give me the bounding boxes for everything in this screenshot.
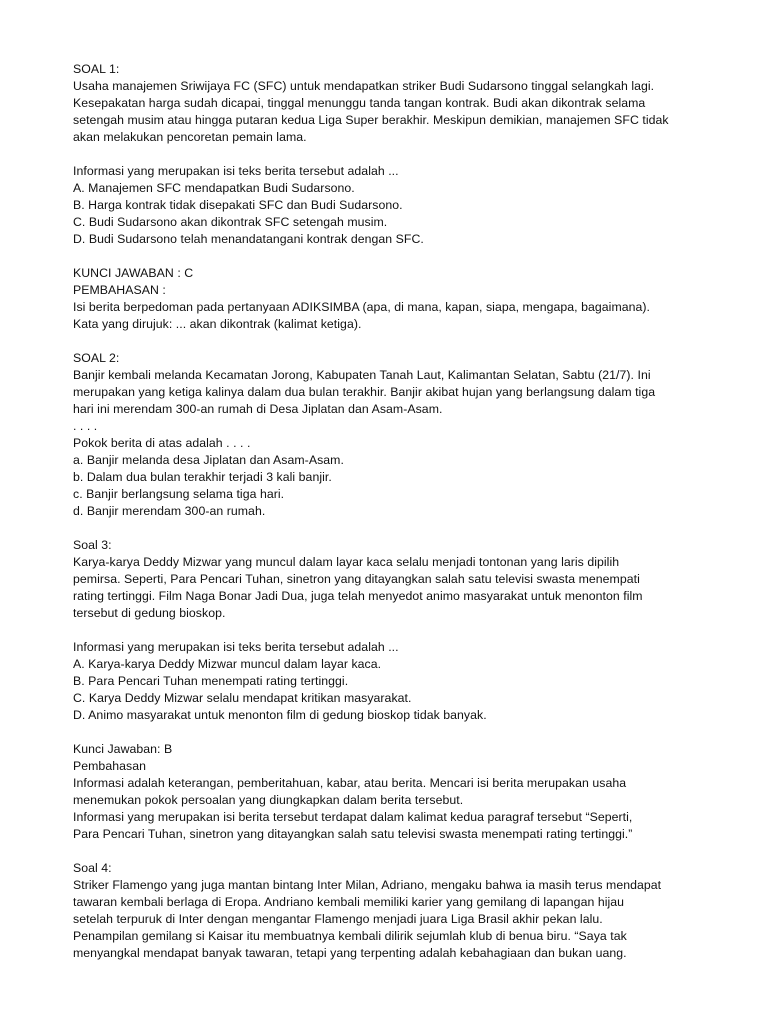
text-line: tawaran kembali berlaga di Eropa. Andriano kembali memiliki karier yang gemilang di lapangan hijau	[73, 895, 625, 909]
text-line: a. Banjir melanda desa Jiplatan dan Asam-Asam.	[73, 453, 344, 467]
text-line: C. Karya Deddy Mizwar selalu mendapat kritikan masyarakat.	[73, 691, 412, 705]
text-line: d. Banjir merendam 300-an rumah.	[73, 504, 266, 518]
text-line: merupakan yang ketiga kalinya dalam dua bulan terakhir. Banjir akibat hujan yang berlangsung dalam tiga	[73, 385, 656, 399]
text-line: Penampilan gemilang si Kaisar itu membuatnya kembali dilirik sejumlah klub di benua biru. “Saya tak	[73, 929, 627, 943]
text-line: SOAL 2:	[73, 351, 120, 365]
text-line: Usaha manajemen Sriwijaya FC (SFC) untuk mendapatkan striker Budi Sudarsono tinggal selangkah lagi.	[73, 79, 655, 93]
text-line: Isi berita berpedoman pada pertanyaan ADIKSIMBA (apa, di mana, kapan, siapa, mengapa, bagaimana).	[73, 300, 651, 314]
text-line: Striker Flamengo yang juga mantan bintang Inter Milan, Adriano, mengaku bahwa ia masih terus mendapat	[73, 878, 662, 892]
text-line: Karya-karya Deddy Mizwar yang muncul dalam layar kaca selalu menjadi tontonan yang laris dipilih	[73, 555, 620, 569]
text-line: Pokok berita di atas adalah . . . .	[73, 436, 251, 450]
text-line: Kata yang dirujuk: ... akan dikontrak (kalimat ketiga).	[73, 317, 362, 331]
text-line: menyangkal mendapat banyak tawaran, tetapi yang terpenting adalah kebahagiaan dan bukan uang.	[73, 946, 627, 960]
text-line: akan melakukan pencoretan pemain lama.	[73, 130, 307, 144]
blank-line	[73, 333, 728, 350]
text-line: D. Animo masyarakat untuk menonton film di gedung bioskop tidak banyak.	[73, 708, 487, 722]
text-line: setelah terpuruk di Inter dengan mengantar Flamengo menjadi juara Liga Brasil akhir pekan lalu.	[73, 912, 603, 926]
text-line: hari ini merendam 300-an rumah di Desa Jiplatan dan Asam-Asam.	[73, 402, 443, 416]
text-line: Kunci Jawaban: B	[73, 742, 173, 756]
text-line: rating tertinggi. Film Naga Bonar Jadi Dua, juga telah menyedot animo masyarakat untuk menonton film	[73, 589, 643, 603]
text-line: menemukan pokok persoalan yang diungkapkan dalam berita tersebut.	[73, 793, 464, 807]
text-line: Soal 4:	[73, 861, 112, 875]
blank-line	[73, 622, 728, 639]
text-line: Informasi adalah keterangan, pemberitahuan, kabar, atau berita. Mencari isi berita merupakan usaha	[73, 776, 627, 790]
text-line: tersebut di gedung bioskop.	[73, 606, 226, 620]
text-line: SOAL 1:	[73, 62, 120, 76]
text-line: Pembahasan	[73, 759, 146, 773]
text-line: . . . .	[73, 419, 98, 433]
text-line: b. Dalam dua bulan terakhir terjadi 3 kali banjir.	[73, 470, 332, 484]
text-line: setengah musim atau hingga putaran kedua Liga Super berakhir. Meskipun demikian, manajemen SFC tidak	[73, 113, 669, 127]
text-line: Para Pencari Tuhan, sinetron yang ditayangkan salah satu televisi swasta menempati rating tertinggi.”	[73, 827, 633, 841]
blank-line	[73, 843, 728, 860]
text-line: B. Para Pencari Tuhan menempati rating tertinggi.	[73, 674, 349, 688]
blank-line	[73, 724, 728, 741]
text-line: Informasi yang merupakan isi berita tersebut terdapat dalam kalimat kedua paragraf tersebut “Seperti,	[73, 810, 633, 824]
text-line: A. Manajemen SFC mendapatkan Budi Sudarsono.	[73, 181, 355, 195]
text-line: c. Banjir berlangsung selama tiga hari.	[73, 487, 285, 501]
text-line: D. Budi Sudarsono telah menandatangani kontrak dengan SFC.	[73, 232, 424, 246]
text-line: Informasi yang merupakan isi teks berita tersebut adalah ...	[73, 164, 399, 178]
blank-line	[73, 146, 728, 163]
text-line: pemirsa. Seperti, Para Pencari Tuhan, sinetron yang ditayangkan salah satu televisi swasta menempati	[73, 572, 640, 586]
text-line: A. Karya-karya Deddy Mizwar muncul dalam layar kaca.	[73, 657, 382, 671]
blank-line	[73, 520, 728, 537]
blank-line	[73, 248, 728, 265]
text-line: Banjir kembali melanda Kecamatan Jorong, Kabupaten Tanah Laut, Kalimantan Selatan, Sabtu (21/7). Ini	[73, 368, 651, 382]
text-line: PEMBAHASAN :	[73, 283, 166, 297]
text-line: Informasi yang merupakan isi teks berita tersebut adalah ...	[73, 640, 399, 654]
text-line: Soal 3:	[73, 538, 112, 552]
text-line: KUNCI JAWABAN : C	[73, 266, 194, 280]
text-line: Kesepakatan harga sudah dicapai, tinggal menunggu tanda tangan kontrak. Budi akan dikontrak selama	[73, 96, 646, 110]
text-line: C. Budi Sudarsono akan dikontrak SFC setengah musim.	[73, 215, 388, 229]
text-line: B. Harga kontrak tidak disepakati SFC dan Budi Sudarsono.	[73, 198, 403, 212]
